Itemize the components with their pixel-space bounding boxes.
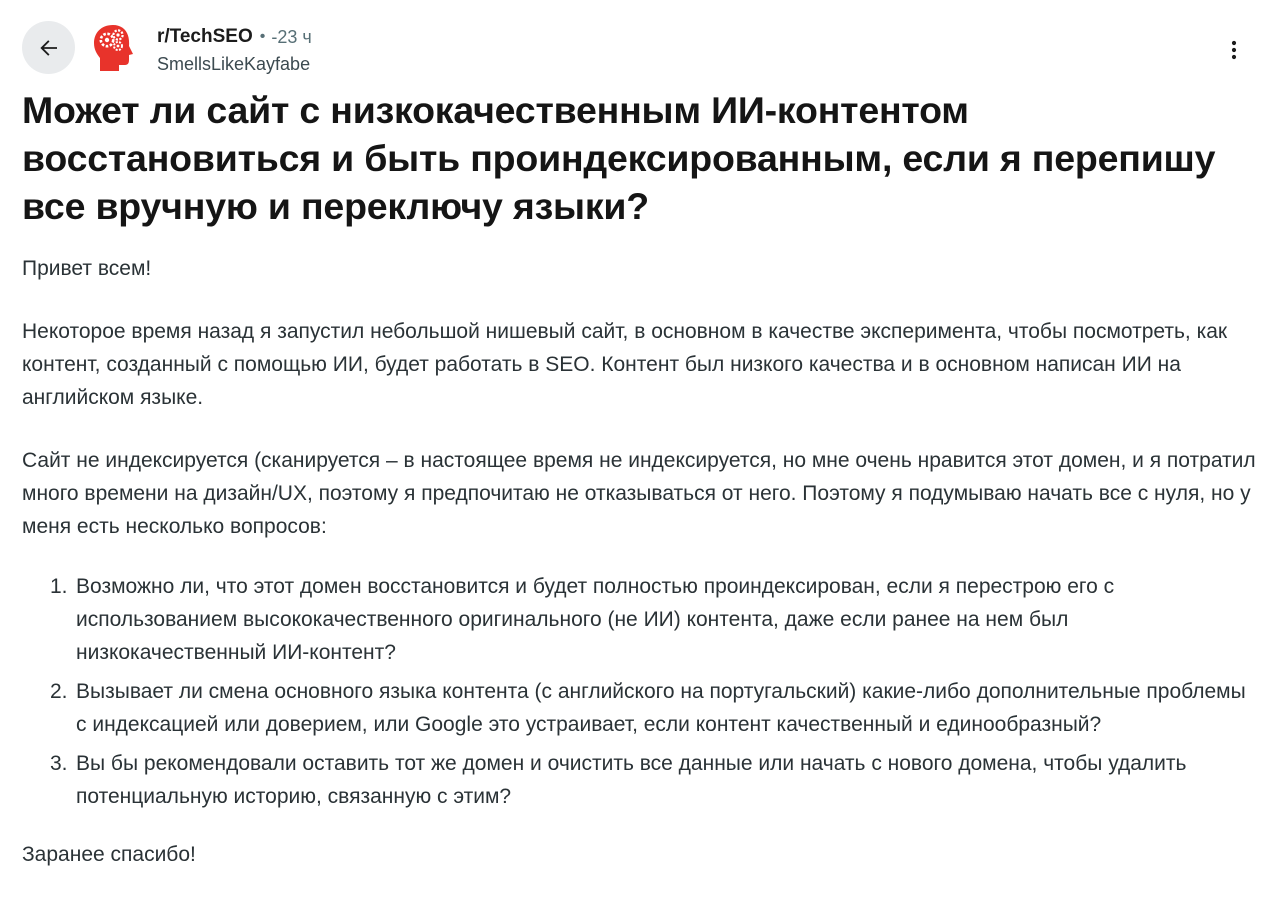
questions-list <box>22 570 1262 813</box>
ellipsis-vertical-icon <box>1222 38 1246 62</box>
subreddit-link[interactable]: r/TechSEO <box>157 26 253 47</box>
list-item <box>22 747 1262 813</box>
list-item-text: Вызывает ли смена основного языка контента (с английского на португальский) какие-либо дополнительные проблемы с индексацией или доверием, или Google это устраивает, если контент качественный и единообразный? <box>76 680 1246 736</box>
meta-separator: • <box>259 28 266 45</box>
post-body <box>22 252 1262 871</box>
author-link[interactable]: SmellsLikeKayfabe <box>157 54 311 74</box>
subreddit-avatar[interactable] <box>89 21 143 75</box>
list-item-text: Возможно ли, что этот домен восстановится и будет полностью проиндексирован, если я перестрою его с использованием высококачественного оригинального (не ИИ) контента, даже если ранее на нем был низкокачественный ИИ-контент? <box>76 575 1115 664</box>
post-title: Может ли сайт с низкокачественным ИИ-контентом восстановиться и быть проиндексированным, если я перепишу все вручную и переключу языки? <box>22 89 1216 227</box>
list-item-number: 2. <box>50 680 68 703</box>
list-item-number: 3. <box>50 752 68 775</box>
arrow-left-icon <box>37 36 61 60</box>
back-button[interactable] <box>22 21 75 74</box>
list-item <box>22 570 1262 669</box>
post-problem: Сайт не индексируется (сканируется – в настоящее время не индексируется, но мне очень нравится этот домен, и я потратил много времени на дизайн/UX, поэтому я предпочитаю не отказываться от него. Поэтому я подумываю начать все с нуля, но у меня есть несколько вопросов: <box>22 449 1256 538</box>
list-item <box>22 675 1262 741</box>
post-time: -23 ч <box>271 27 312 47</box>
list-item-number: 1. <box>50 575 68 598</box>
list-item-text: Вы бы рекомендовали оставить тот же домен и очистить все данные или начать с нового домена, чтобы удалить потенциальную историю, связанную с этим? <box>76 752 1187 808</box>
post-greeting: Привет всем! <box>22 257 152 280</box>
post-meta <box>157 24 312 77</box>
more-options-button[interactable] <box>1212 30 1256 70</box>
head-gears-icon <box>89 21 143 75</box>
post-closing: Заранее спасибо! <box>22 843 196 866</box>
post-intro: Некоторое время назад я запустил небольшой нишевый сайт, в основном в качестве эксперимента, чтобы посмотреть, как контент, созданный с помощью ИИ, будет работать в SEO. Контент был низкого качества и в основном написан ИИ на английском языке. <box>22 320 1228 409</box>
